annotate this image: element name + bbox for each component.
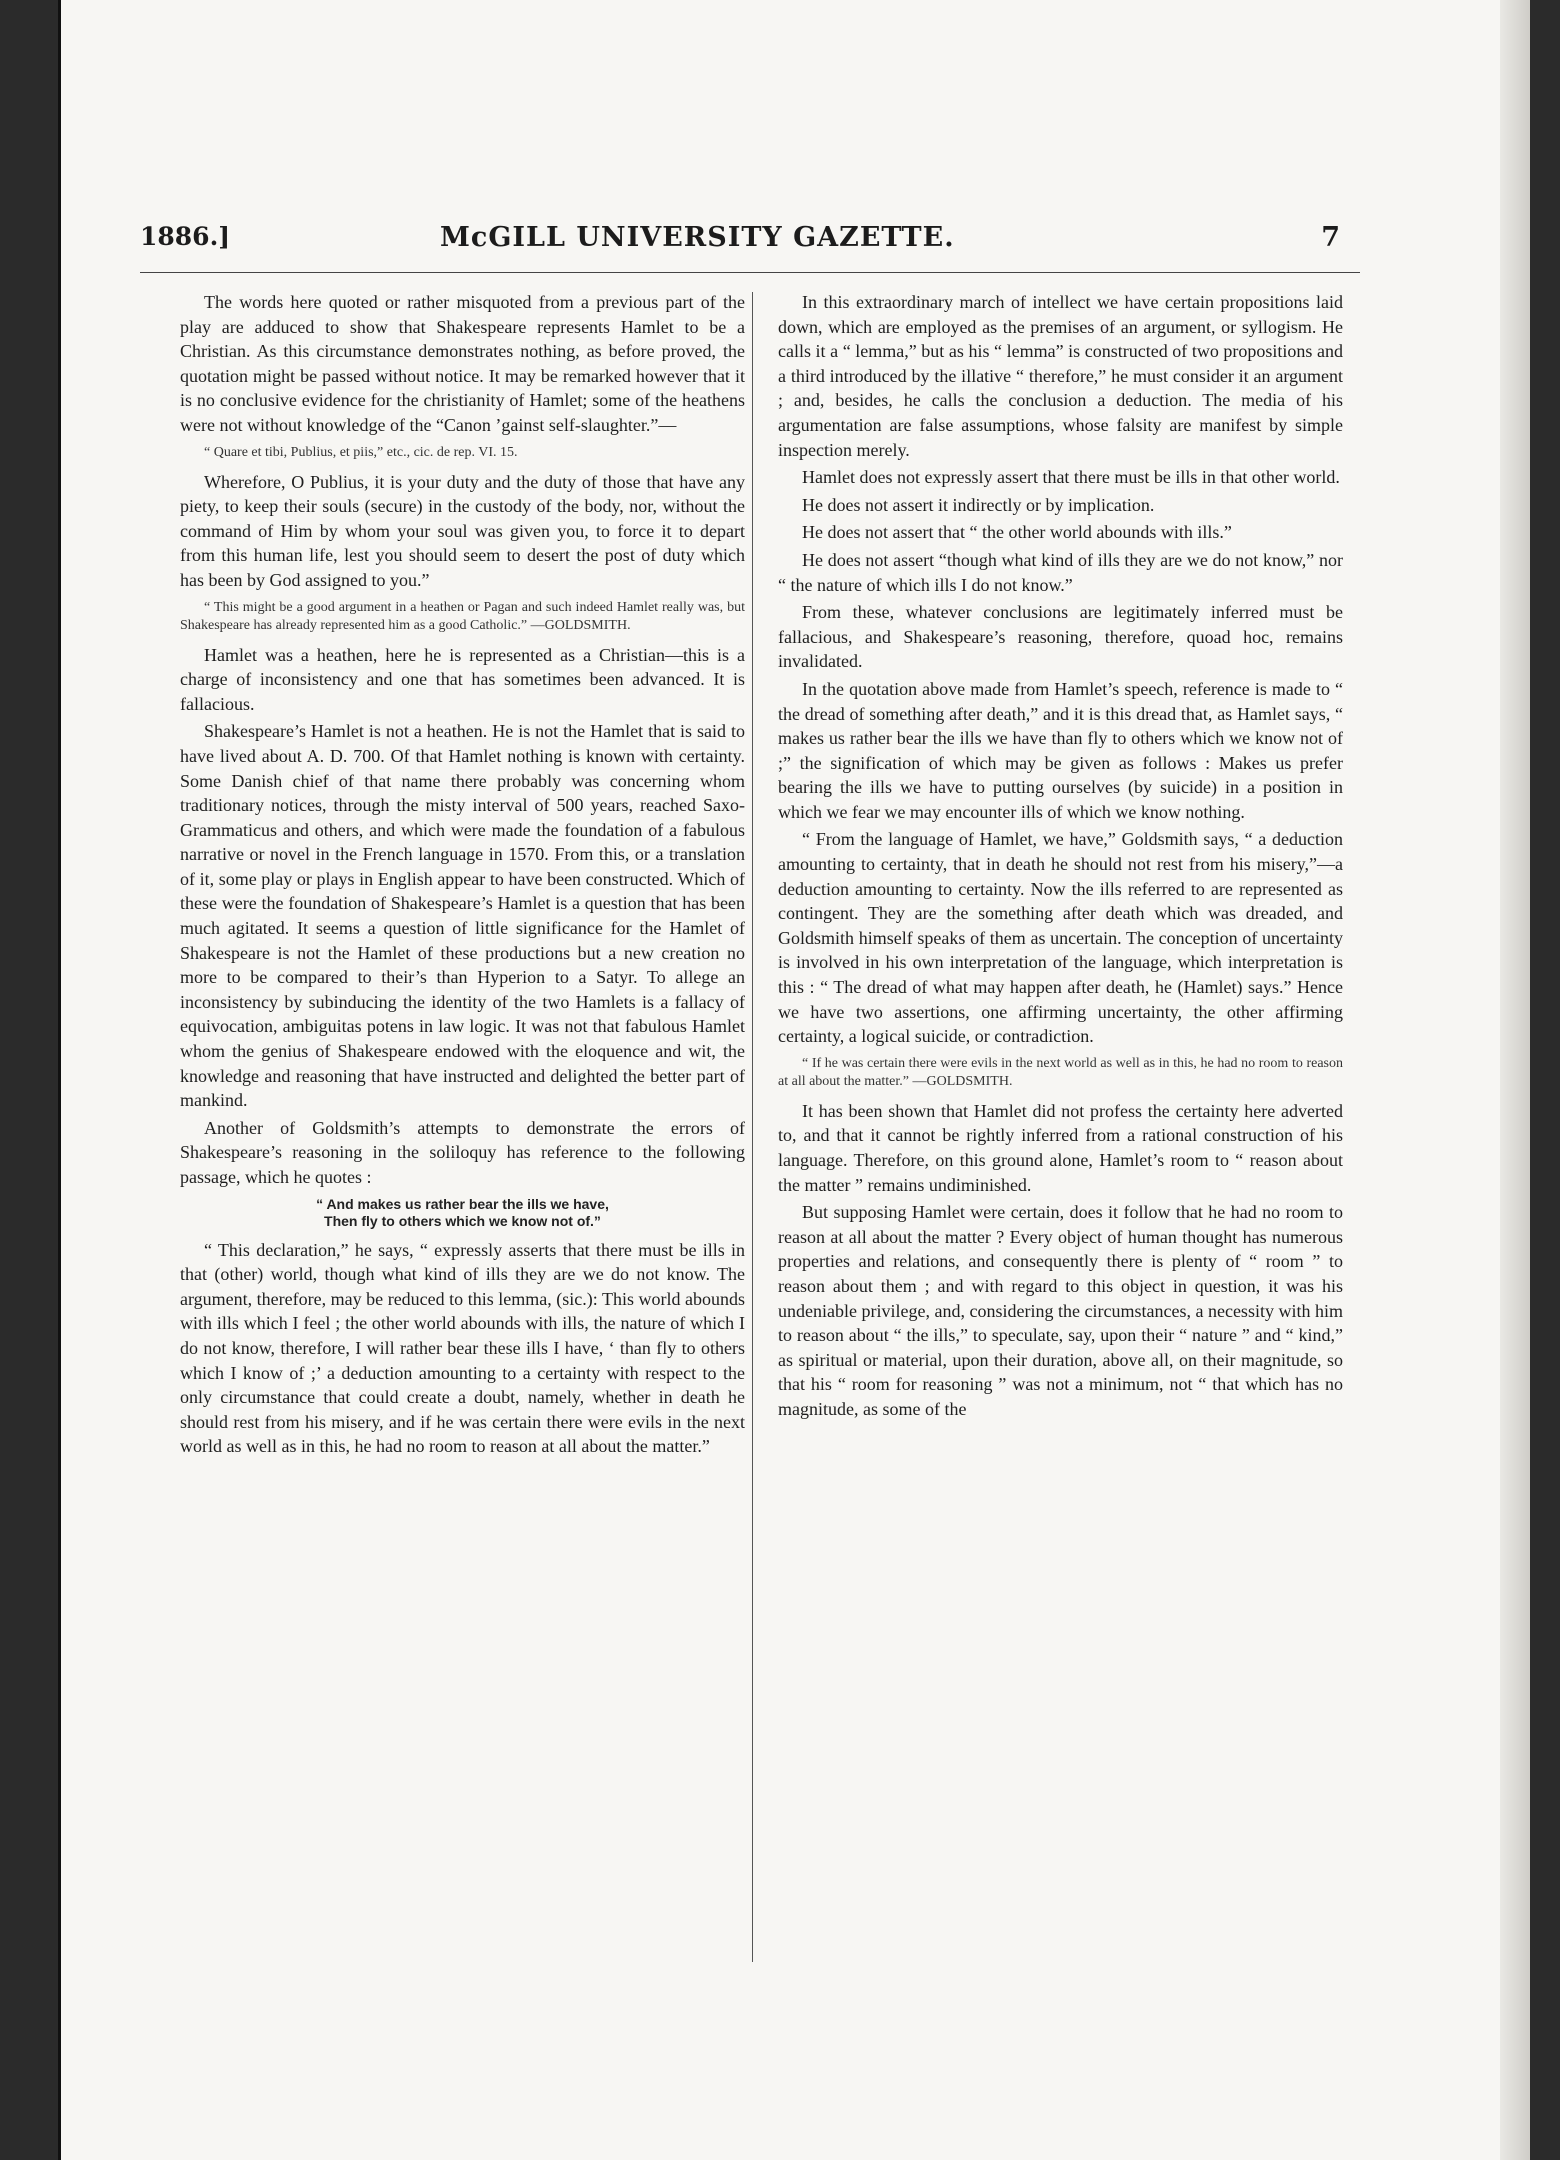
paragraph: The words here quoted or rather misquoted from a previous part of the play are adduced to show that Shakespeare represents Hamlet to be a Christian. As this circumstance demonstrates nothing, as before proved, the quotation might be passed without notice. It may be remarked however that it is no conclusive evidence for the christianity of Hamlet; some of the heathens were not without knowledge of the “Canon ’gainst self-slaughter.”— [180,292,745,435]
paragraph: Wherefore, O Publius, it is your duty and the duty of those that have any piety, to keep their souls (secure) in the custody of the body, nor, without the command of Him by whom your soul was given you, to force it to depart from this human life, lest you should seem to desert the post of duty which has been by God assigned to you.” [180,471,745,590]
paragraph: Shakespeare’s Hamlet is not a heathen. He is not the Hamlet that is said to have lived about A. D. 700. Of that Hamlet nothing is known with certainty. Some Danish chief of that name there probably was concerning whom traditionary notices, through the misty interval of 500 years, reached Saxo-Grammaticus and others, and which were made the foundation of a fabulous narrative or novel in the French language in 1570. From this, or a translation of it, some play or plays in English appear to have been constructed. Which of these were the foundation of Shakespeare’s Hamlet is a question that has been much agitated. It seems a question of little significance for the Hamlet of Shakespeare is not the Hamlet of these productions but a new creation no more to be compared to their’s than Hyperion to a Satyr. To allege an inconsistency by subinducing the identity of the two Hamlets is a fallacy of equivocation, ambiguitas potens in law logic. It was not that fabulous Hamlet whom the genius of Shakespeare endowed with the eloquence and wit, the knowledge and reasoning that have instructed and delighted the better part of mankind. [180,721,745,1111]
left-column [180,290,745,1462]
page-number: 7 [1321,222,1340,253]
paragraph: Another of Goldsmith’s attempts to demonstrate the errors of Shakespeare’s reasoning in the soliloquy has reference to the following passage, which he quotes : [180,1117,745,1187]
paragraph: From these, whatever conclusions are legitimately inferred must be fallacious, and Shakespeare’s reasoning, therefore, quoad hoc, remains invalidated. [778,602,1343,672]
paragraph: “ This declaration,” he says, “ expressly asserts that there must be ills in that (other) world, though what kind of ills they are we do not know. The argument, therefore, may be reduced to this lemma, (sic.): This world abounds with ills which I feel ; the other world abounds with ills, the nature of which I do not know, therefore, I will rather bear these ills I have, ‘ than fly to others which I know of ;’ a deduction amounting to a certainty with respect to the only circumstance that could create a doubt, namely, whether in death he should rest from his misery, and if he was certain there were evils in the next world as well as in this, he had no room to reason at all about the matter.” [180,1239,745,1457]
paragraph: In this extraordinary march of intellect we have certain propositions laid down, which are employed as the premises of an argument, or syllogism. He calls it a “ lemma,” but as his “ lemma” is constructed of two propositions and a third introduced by the illative “ therefore,” he must consider it an argument ; and, besides, he calls the conclusion a deduction. The media of his argumentation are false assumptions, whose falsity are manifest by simple inspection merely. [778,292,1343,460]
block-quote: “ This might be a good argument in a heathen or Pagan and such indeed Hamlet really was, but Shakespeare has already represented him as a good Catholic.” —GOLDSMITH. [180,599,745,633]
right-column [778,290,1343,1425]
paragraph: Hamlet does not expressly assert that there must be ills in that other world. [802,467,1340,488]
page-edge-shadow [1500,0,1530,2160]
verse-quotation [180,1196,745,1230]
paragraph: He does not assert it indirectly or by implication. [802,494,1155,515]
verse-line: “ And makes us rather bear the ills we have, [316,1195,609,1212]
paragraph: He does not assert “though what kind of ills they are we do not know,” nor “ the nature of which ills I do not know.” [778,549,1343,595]
journal-title: McGILL UNIVERSITY GAZETTE. [440,222,955,253]
block-quote: “ Quare et tibi, Publius, et piis,” etc., cic. de rep. VI. 15. [204,444,518,460]
running-header [140,222,1340,262]
header-year: 1886.] [140,222,231,251]
header-rule [140,272,1360,273]
paragraph: It has been shown that Hamlet did not profess the certainty here adverted to, and that it cannot be rightly inferred from a rational construction of his language. Therefore, on this ground alone, Hamlet’s room to “ reason about the matter ” remains undiminished. [778,1100,1343,1195]
verse-line: Then fly to others which we know not of.” [324,1212,601,1229]
block-quote: “ If he was certain there were evils in the next world as well as in this, he had no room to reason at all about the matter.” —GOLDSMITH. [778,1055,1343,1089]
paragraph: “ From the language of Hamlet, we have,” Goldsmith says, “ a deduction amounting to certainty, that in death he should not rest from his misery,”—a deduction amounting to certainty. Now the ills referred to are represented as contingent. They are the something after death which was dreaded, and Goldsmith himself speaks of them as uncertain. The conception of uncertainty is involved in his own interpretation of the language, which interpretation is this : “ The dread of what may happen after death, he (Hamlet) says.” Hence we have two assertions, one affirming uncertainty, the other affirming certainty, a logical suicide, or contradiction. [778,829,1343,1047]
paragraph: Hamlet was a heathen, here he is represented as a Christian—this is a charge of inconsistency and one that has sometimes been advanced. It is fallacious. [180,644,745,714]
column-divider [752,292,753,1962]
paragraph: He does not assert that “ the other world abounds with ills.” [802,522,1232,543]
paragraph: In the quotation above made from Hamlet’s speech, reference is made to “ the dread of something after death,” and it is this dread that, as Hamlet says, “ makes us rather bear the ills we have than fly to others which we know not of ;” the signification of which may be given as follows : Makes us prefer bearing the ills we have to putting ourselves (by suicide) in a position in which we fear we may encounter ills of which we know nothing. [778,678,1343,822]
paragraph: But supposing Hamlet were certain, does it follow that he had no room to reason at all about the matter ? Every object of human thought has numerous properties and relations, and consequently there is plenty of “ room ” to reason about them ; and with regard to this object in question, it was his undeniable privilege, and, considering the circumstances, a necessity with him to reason about “ the ills,” to speculate, say, upon their “ nature ” and “ kind,” as spiritual or material, upon their duration, above all, on their magnitude, so that his “ room for reasoning ” was not a minimum, not “ that which has no magnitude, as some of the [778,1202,1343,1419]
